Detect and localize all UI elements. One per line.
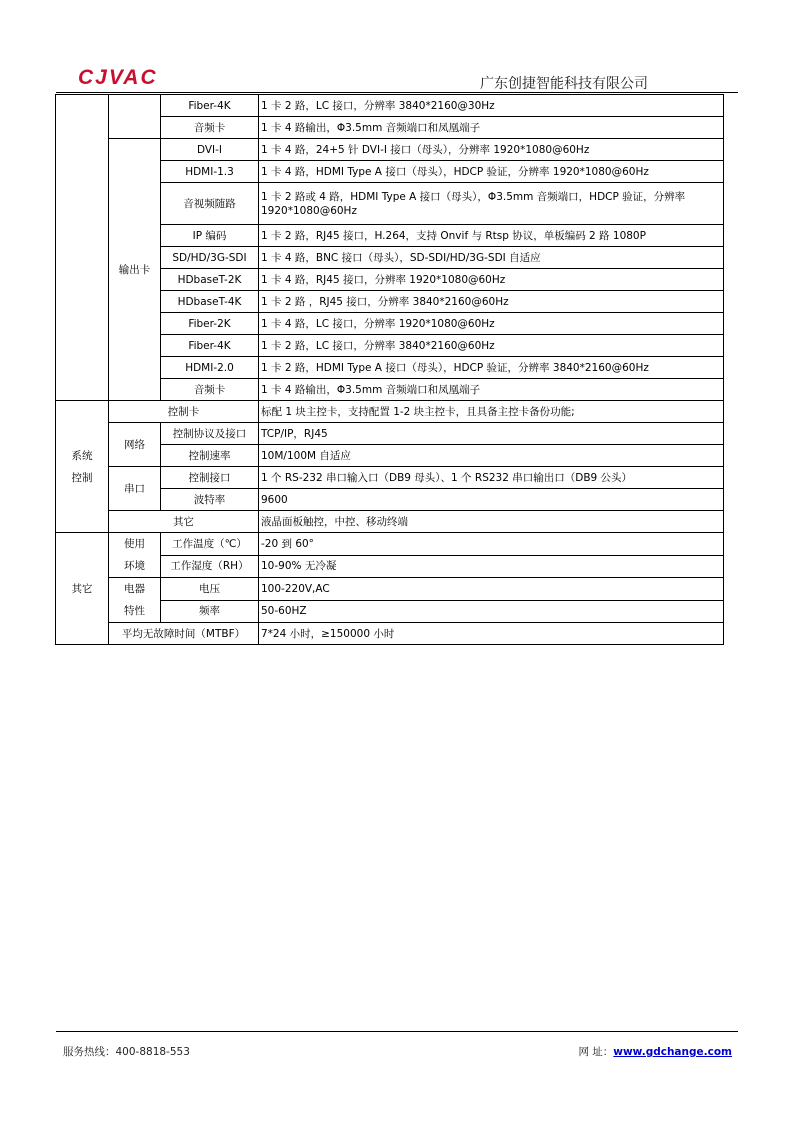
table-row: [56, 623, 724, 645]
group-label: 使用: [124, 538, 145, 550]
item-name: Fiber-2K: [161, 313, 259, 335]
table-row: [56, 511, 724, 533]
category-label: 控制: [71, 471, 93, 484]
item-name: 其它: [109, 511, 259, 533]
service-hotline: [63, 1044, 190, 1059]
item-name: 电压: [161, 578, 259, 601]
item-spec: 1 卡 4 路，BNC 接口（母头），SD-SDI/HD/3G-SDI 自适应: [259, 247, 724, 269]
item-spec: 1 卡 2 路，LC 接口，分辨率 3840*2160@60Hz: [259, 335, 724, 357]
group-cell: [109, 95, 161, 139]
group-label: 特性: [124, 605, 145, 617]
spec-table: [55, 94, 724, 645]
group-environment: [109, 533, 161, 578]
item-spec: 1 卡 4 路，LC 接口，分辨率 1920*1080@60Hz: [259, 313, 724, 335]
table-row: [56, 95, 724, 117]
group-label: 环境: [124, 560, 145, 572]
header-divider: [56, 92, 738, 93]
group-electrical: [109, 578, 161, 623]
item-name: 控制接口: [161, 467, 259, 489]
company-name: 广东创捷智能科技有限公司: [480, 76, 648, 92]
website-link[interactable]: www.gdchange.com: [613, 1046, 732, 1058]
table-row: [56, 578, 724, 601]
item-name: 控制协议及接口: [161, 423, 259, 445]
group-output-card: 输出卡: [109, 139, 161, 401]
item-spec: 液晶面板触控，中控、移动终端: [259, 511, 724, 533]
item-name: 控制速率: [161, 445, 259, 467]
table-row: [56, 533, 724, 556]
item-spec: 1 卡 2 路 ，RJ45 接口，分辨率 3840*2160@60Hz: [259, 291, 724, 313]
item-name: 平均无故障时间（MTBF）: [109, 623, 259, 645]
item-name: 控制卡: [109, 401, 259, 423]
item-name: HDbaseT-2K: [161, 269, 259, 291]
table-row: [56, 139, 724, 161]
item-spec: 标配 1 块主控卡，支持配置 1-2 块主控卡，且具备主控卡备份功能;: [259, 401, 724, 423]
item-spec: 9600: [259, 489, 724, 511]
item-spec: 50-60HZ: [259, 600, 724, 623]
item-spec: 1 卡 2 路，RJ45 接口，H.264，支持 Onvif 与 Rtsp 协议，单板编码 2 路 1080P: [259, 225, 724, 247]
item-name: 音视频随路: [161, 183, 259, 225]
item-spec: 1 卡 4 路，RJ45 接口，分辨率 1920*1080@60Hz: [259, 269, 724, 291]
company-logo: CJVAC: [78, 66, 158, 89]
item-name: Fiber-4K: [161, 335, 259, 357]
table-row: [56, 401, 724, 423]
website: [578, 1044, 732, 1059]
category-label: 系统: [71, 449, 93, 462]
item-spec: 1 卡 2 路或 4 路，HDMI Type A 接口（母头），Φ3.5mm 音频端口，HDCP 验证，分辨率 1920*1080@60Hz: [259, 183, 724, 225]
item-spec: 1 卡 2 路，LC 接口，分辨率 3840*2160@30Hz: [259, 95, 724, 117]
hotline-number: 400-8818-553: [115, 1046, 190, 1058]
item-spec: 1 卡 4 路，24+5 针 DVI-I 接口（母头），分辨率 1920*1080@60Hz: [259, 139, 724, 161]
item-spec: 10M/100M 自适应: [259, 445, 724, 467]
item-spec: 10-90% 无冷凝: [259, 555, 724, 578]
item-spec: 1 卡 4 路，HDMI Type A 接口（母头），HDCP 验证，分辨率 1920*1080@60Hz: [259, 161, 724, 183]
item-name: 工作温度（℃）: [161, 533, 259, 556]
item-spec: 1 卡 4 路输出，Φ3.5mm 音频端口和凤凰端子: [259, 379, 724, 401]
group-network: 网络: [109, 423, 161, 467]
item-name: Fiber-4K: [161, 95, 259, 117]
item-name: 音频卡: [161, 117, 259, 139]
item-spec: -20 到 60°: [259, 533, 724, 556]
item-spec: 1 个 RS-232 串口输入口（DB9 母头）、1 个 RS232 串口输出口（DB9 公头）: [259, 467, 724, 489]
item-name: DVI-I: [161, 139, 259, 161]
website-label: 网 址：: [578, 1046, 614, 1058]
table-row: [56, 467, 724, 489]
item-spec: 1 卡 4 路输出，Φ3.5mm 音频端口和凤凰端子: [259, 117, 724, 139]
item-name: 音频卡: [161, 379, 259, 401]
item-name: HDMI-1.3: [161, 161, 259, 183]
footer-divider: [56, 1031, 738, 1032]
item-name: 工作湿度（RH）: [161, 555, 259, 578]
group-serial: 串口: [109, 467, 161, 511]
table-row: [56, 423, 724, 445]
item-name: HDMI-2.0: [161, 357, 259, 379]
group-label: 电器: [124, 583, 145, 595]
item-spec: 1 卡 2 路，HDMI Type A 接口（母头），HDCP 验证，分辨率 3840*2160@60Hz: [259, 357, 724, 379]
item-name: HDbaseT-4K: [161, 291, 259, 313]
item-name: IP 编码: [161, 225, 259, 247]
category-system-control: [56, 401, 109, 533]
item-name: 波特率: [161, 489, 259, 511]
item-name: 频率: [161, 600, 259, 623]
item-spec: TCP/IP，RJ45: [259, 423, 724, 445]
category-other: 其它: [56, 533, 109, 645]
item-spec: 100-220V,AC: [259, 578, 724, 601]
item-spec: 7*24 小时，≥150000 小时: [259, 623, 724, 645]
item-name: SD/HD/3G-SDI: [161, 247, 259, 269]
category-cell: [56, 95, 109, 401]
hotline-label: 服务热线：: [63, 1046, 116, 1058]
